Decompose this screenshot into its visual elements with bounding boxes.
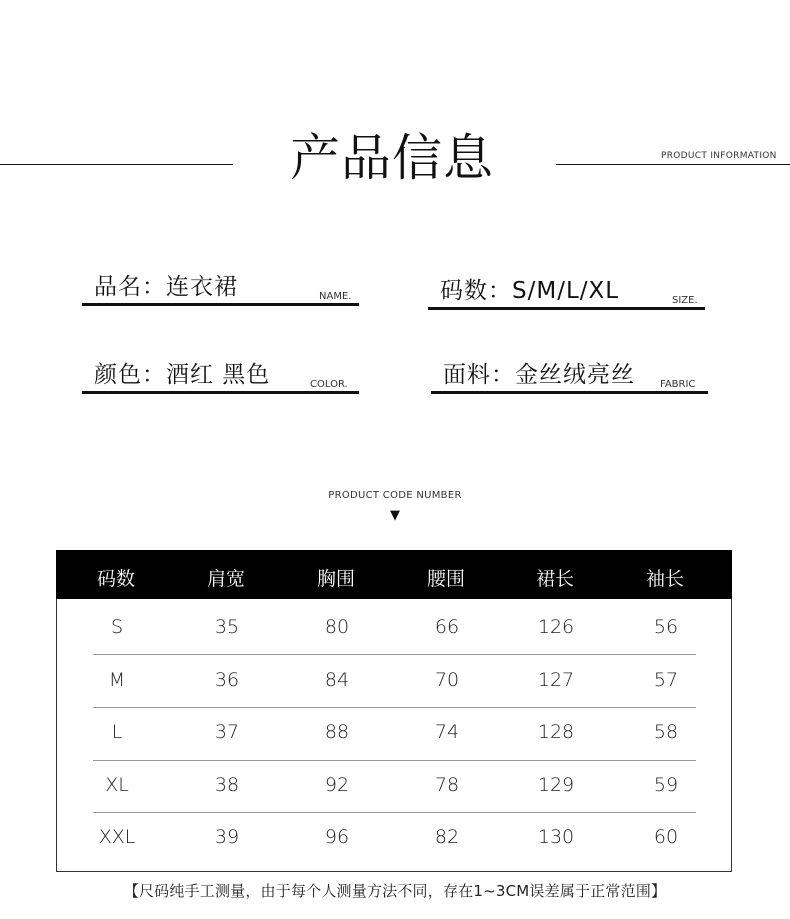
table-cell: 129 <box>537 774 575 796</box>
table-cell: 82 <box>434 826 460 848</box>
info-fabric-en: FABRIC <box>660 379 696 390</box>
table-cell: 96 <box>324 826 350 848</box>
info-fabric <box>431 358 708 394</box>
info-size-en: SIZE. <box>672 295 698 306</box>
table-cell: 126 <box>537 616 575 638</box>
title-line-left <box>0 164 233 165</box>
info-color-value: 颜色：酒红 黑色 <box>94 362 271 388</box>
table-row-divider <box>93 654 696 655</box>
table-cell: 80 <box>324 616 350 638</box>
table-cell: 84 <box>324 669 350 691</box>
info-name-value: 品名：连衣裙 <box>94 274 238 300</box>
info-name <box>82 270 359 306</box>
table-cell: 35 <box>214 616 240 638</box>
table-header-cell: 裙长 <box>535 568 574 590</box>
info-color-en: COLOR. <box>310 379 348 390</box>
table-cell: 36 <box>214 669 240 691</box>
measurement-note: 【尺码纯手工测量，由于每个人测量方法不同，存在1~3CM误差属于正常范围】 <box>123 882 667 900</box>
table-cell: 38 <box>214 774 240 796</box>
table-row-divider <box>93 707 696 708</box>
table-header-row <box>56 550 732 599</box>
table-cell: 78 <box>434 774 460 796</box>
table-cell: 37 <box>214 721 240 743</box>
table-cell: 128 <box>537 721 575 743</box>
table-row-divider <box>93 812 696 813</box>
table-cell: XXL <box>98 826 136 848</box>
info-fabric-underline <box>431 391 708 394</box>
table-header-cell: 胸围 <box>316 568 355 590</box>
down-triangle-icon: ▼ <box>390 508 400 523</box>
info-name-en: NAME. <box>319 291 352 302</box>
table-cell: XL <box>105 774 129 796</box>
page-title: 产品信息 <box>290 129 494 187</box>
info-name-underline <box>82 303 359 306</box>
table-header-cell: 腰围 <box>426 568 465 590</box>
product-code-label: PRODUCT CODE NUMBER <box>328 490 462 501</box>
table-cell: 56 <box>653 616 679 638</box>
table-cell: 59 <box>653 774 679 796</box>
info-size <box>428 274 705 310</box>
page-subtitle-en: PRODUCT INFORMATION <box>661 151 777 161</box>
info-color <box>82 358 359 394</box>
table-header-cell: 肩宽 <box>206 568 245 590</box>
info-fabric-value: 面料：金丝绒亮丝 <box>443 362 635 388</box>
table-cell: 74 <box>434 721 460 743</box>
table-header-cell: 袖长 <box>645 568 684 590</box>
info-color-underline <box>82 391 359 394</box>
table-cell: 66 <box>434 616 460 638</box>
table-cell: 60 <box>653 826 679 848</box>
table-row-divider <box>93 760 696 761</box>
table-cell: 57 <box>653 669 679 691</box>
table-cell: 130 <box>537 826 575 848</box>
table-cell: 88 <box>324 721 350 743</box>
table-cell: S <box>110 616 124 638</box>
info-size-underline <box>428 307 705 310</box>
table-cell: M <box>108 669 126 691</box>
title-line-right <box>556 164 790 165</box>
table-cell: 127 <box>537 669 575 691</box>
table-cell: 39 <box>214 826 240 848</box>
table-header-cell: 码数 <box>96 568 135 590</box>
size-table <box>56 550 732 872</box>
info-size-value: 码数：S/M/L/XL <box>440 278 620 304</box>
table-cell: L <box>111 721 123 743</box>
table-cell: 92 <box>324 774 350 796</box>
table-cell: 70 <box>434 669 460 691</box>
table-cell: 58 <box>653 721 679 743</box>
